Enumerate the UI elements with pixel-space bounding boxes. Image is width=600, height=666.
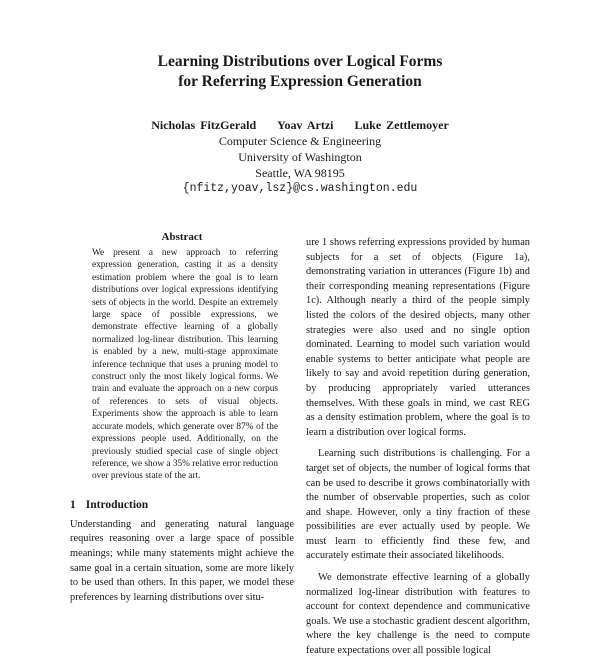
- introduction-text: Understanding and generating natural language requires reasoning over a large space of possible meanings; while many statements might achieve the same goal in a certain situation, some are more likely to be used than others. In this paper, we model these preferences by learning distributions over situ-: [70, 518, 294, 603]
- author-name: Nicholas FitzGerald: [151, 118, 257, 132]
- left-column: [70, 230, 294, 605]
- abstract-text: We present a new approach to referring expression generation, casting it as a density estimation problem where the goal is to learn distributions over logical expressions identifying sets of objects in the world. Despite an extremely large space of possible expressions, we demonstrate effective learning of a globally normalized log-linear distribution. This learning is enabled by a new, multi-stage approximate inference technique that uses a pruning model to construct only the most likely logical forms. We train and evaluate the approach on a new corpus of references to sets of visual objects. Experiments show the approach is able to learn accurate models, which generate over 87% of the expressions people used. Additionally, on the previously studied special case of single object reference, we show a 35% relative error reduction over previous state of the art.: [92, 248, 278, 482]
- body-paragraph: We demonstrate effective learning of a globally normalized log-linear distribution with features to account for context dependence and communicative goals. We use a stochastic gradient descent algorithm, where the key challenge is the need to compute feature expectations over all possible logical: [306, 572, 530, 657]
- title-line-2: for Referring Expression Generation: [178, 73, 422, 90]
- affiliation-university: University of Washington: [238, 150, 362, 164]
- abstract-heading: Abstract: [161, 231, 203, 243]
- right-column: [306, 236, 530, 666]
- body-paragraph: ure 1 shows referring expressions provided by human subjects for a set of objects (Figure 1a), demonstrating variation in utterances (Figure 1b) and their corresponding meaning representations (Figure 1c). Although nearly a third of the people simply listed the colors of the desired objects, many other strategies were also used and no single option dominated. Learning to model such variation would enable systems to better anticipate what people are likely to say and avoid repetition during generation, by producing appropriately varied utterances themselves. With these goals in mind, we cast REG as a density estimation problem, where the goal is to learn a distribution over logical forms.: [306, 237, 530, 438]
- affiliation-department: Computer Science & Engineering: [218, 134, 382, 148]
- section-number: 1: [70, 498, 76, 511]
- affiliation-address: Seattle, WA 98195: [255, 166, 345, 180]
- title-line-1: Learning Distributions over Logical Forms: [157, 53, 443, 70]
- author-name: Yoav Artzi: [277, 118, 334, 132]
- author-names: [0, 117, 600, 133]
- body-paragraph: Learning such distributions is challenging. For a target set of objects, the number of logical forms that can be used to describe it grows combinatorially with the number of observable properties, such as color and shape. However, only a tiny fraction of these possibilities are ever actually used by people. We must learn to efficiently find these few, and accurately estimate their associated likelihoods.: [306, 448, 530, 562]
- author-block: [0, 117, 600, 197]
- author-name: Luke Zettlemoyer: [354, 118, 449, 132]
- author-email: {nfitz,yoav,lsz}@cs.washington.edu: [182, 182, 418, 195]
- section-title: Introduction: [85, 498, 149, 511]
- paper-title: [0, 52, 600, 92]
- introduction-heading: [70, 498, 294, 512]
